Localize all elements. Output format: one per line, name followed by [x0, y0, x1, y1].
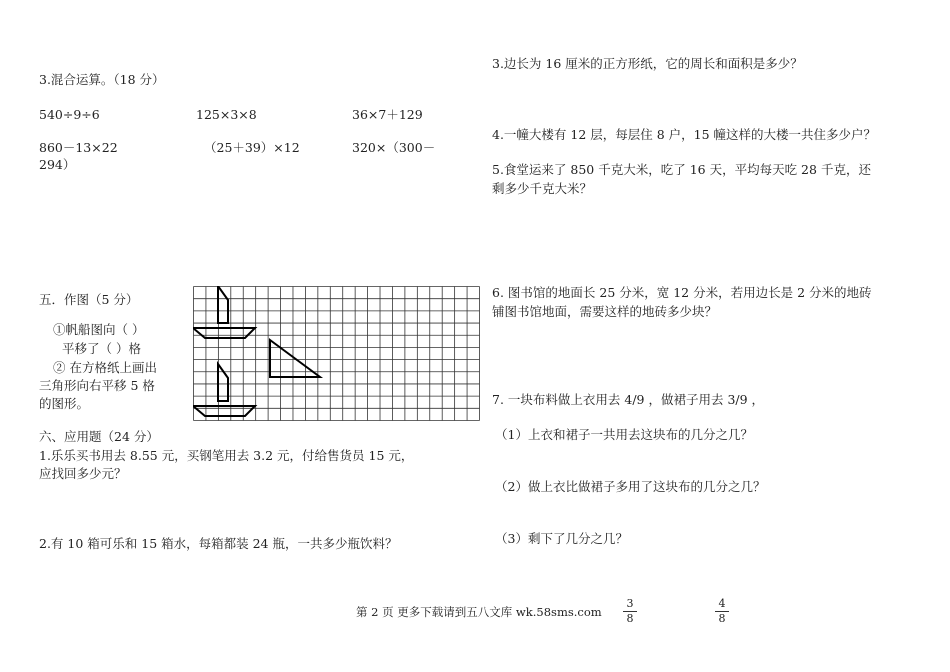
- question-5: 5.食堂运来了 850 千克大米，吃了 16 天，平均每天吃 28 千克，还: [492, 162, 871, 177]
- question-6: 6. 图书馆的地面长 25 分米，宽 12 分米，若用边长是 2 分米的地砖: [492, 285, 872, 300]
- drawing-section-title: 五．作图（5 分）: [39, 292, 139, 307]
- fraction-numerator: 4: [718, 597, 726, 610]
- fraction-denominator: 8: [718, 612, 726, 625]
- fraction-3-8: [623, 598, 637, 625]
- fraction-4-8: [715, 598, 729, 625]
- question-4: 4.一幢大楼有 12 层，每层住 8 户，15 幢这样的大楼一共住多少户？: [492, 127, 877, 142]
- question-6-cont: 铺图书馆地面，需要这样的地砖多少块？: [492, 304, 718, 319]
- application-question-2: 2.有 10 箱可乐和 15 箱水，每箱都装 24 瓶，一共多少瓶饮料？: [39, 536, 398, 551]
- question-5-cont: 剩多少千克大米？: [492, 181, 593, 196]
- application-question-1-cont: 应找回多少元？: [39, 466, 127, 481]
- question-7-sub-1: （1）上衣和裙子一共用去这块布的几分之几？: [495, 427, 753, 442]
- drawing-instruction: 三角形向右平移 5 格: [39, 378, 155, 393]
- question-3: 3.边长为 16 厘米的正方形纸，它的周长和面积是多少？: [492, 56, 803, 71]
- drawing-instruction: ①帆船图向（ ）: [53, 322, 145, 337]
- grid-lines: [194, 287, 480, 421]
- calc-item: 320×（300－: [352, 140, 436, 155]
- page-footer: 第 2 页 更多下载请到五八文库 wk.58sms.com: [356, 605, 602, 619]
- calc-item-continued: 294）: [39, 157, 76, 172]
- question-7-sub-2: （2）做上衣比做裙子多用了这块布的几分之几？: [495, 479, 766, 494]
- question-7: 7. 一块布料做上衣用去 4/9 ，做裙子用去 3/9 ，: [492, 392, 765, 407]
- application-question-1: 1.乐乐买书用去 8.55 元，买钢笔用去 3.2 元，付给售货员 15 元，: [39, 448, 414, 463]
- fraction-numerator: 3: [626, 597, 634, 610]
- calc-item: 540÷9÷6: [39, 107, 100, 122]
- fraction-denominator: 8: [626, 612, 634, 625]
- application-section-title: 六、应用题（24 分）: [39, 429, 159, 444]
- sailboat-shape-top: [193, 286, 255, 338]
- drawing-grid: [193, 286, 480, 422]
- mixed-calc-title: 3.混合运算。（18 分）: [39, 72, 165, 87]
- calc-item: 36×7＋129: [352, 107, 423, 122]
- calc-item: 125×3×8: [196, 107, 257, 122]
- calc-item: （25＋39）×12: [204, 140, 300, 155]
- drawing-instruction: 平移了（ ）格: [62, 341, 141, 356]
- drawing-instruction: 的图形。: [39, 396, 90, 411]
- drawing-instruction: ② 在方格纸上画出: [53, 360, 157, 375]
- question-7-sub-3: （3）剩下了几分之几？: [495, 531, 628, 546]
- calc-item: 860－13×22: [39, 140, 118, 155]
